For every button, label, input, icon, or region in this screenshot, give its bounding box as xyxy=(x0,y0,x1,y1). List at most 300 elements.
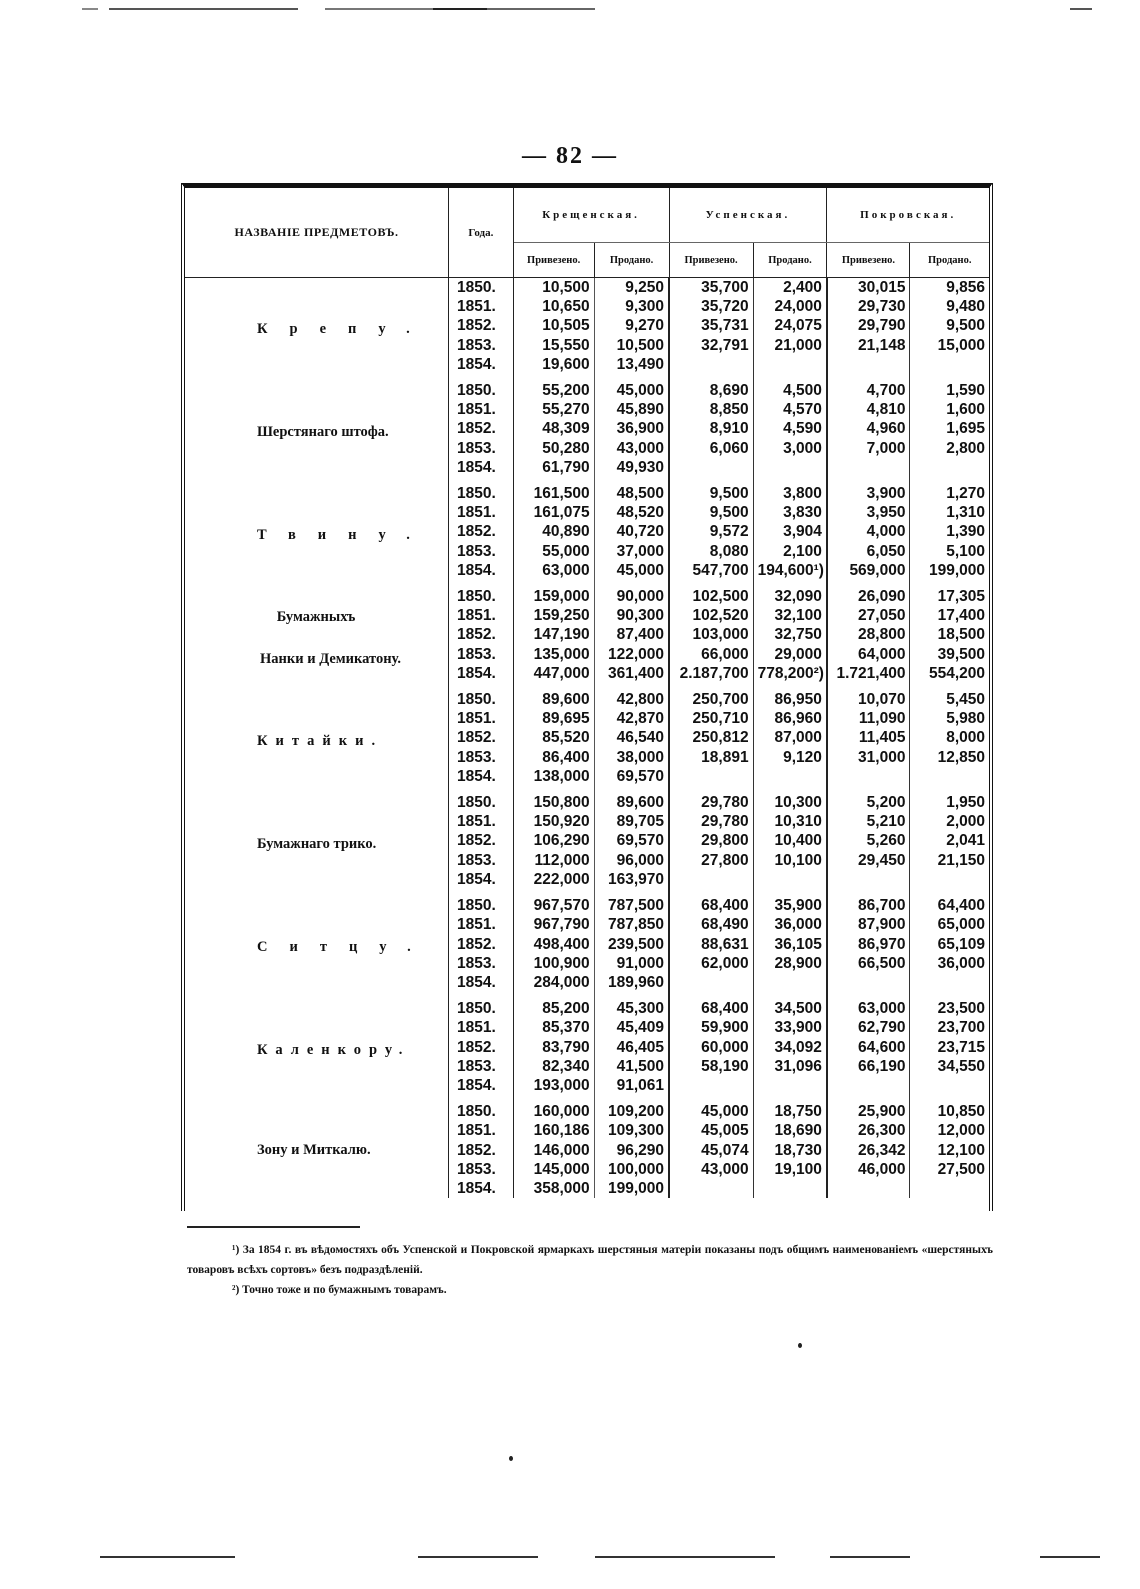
header-sold: Продано. xyxy=(910,243,989,278)
uspen-sold: 3,830 xyxy=(753,503,827,522)
kreshch-sold: 37,000 xyxy=(594,542,669,561)
year-cell: 1852. xyxy=(449,1141,514,1160)
header-sold: Продано. xyxy=(594,243,669,278)
uspen-sold: 24,000 xyxy=(753,297,827,316)
kreshch-sold: 42,870 xyxy=(594,709,669,728)
pokrov-brought: 5,210 xyxy=(827,812,910,831)
spacer-cell xyxy=(827,1095,910,1102)
pokrov-brought: 25,900 xyxy=(827,1102,910,1121)
uspen-brought: 102,520 xyxy=(669,606,753,625)
uspen-sold: 4,590 xyxy=(753,419,827,438)
item-name-label: Крепу. xyxy=(257,320,432,337)
year-cell: 1850. xyxy=(449,381,514,400)
pokrov-brought: 66,500 xyxy=(827,954,910,973)
pokrov-sold: 23,700 xyxy=(937,1019,985,1037)
spacer-cell xyxy=(827,786,910,793)
year-cell: 1853. xyxy=(449,851,514,870)
uspen-sold: 24,075 xyxy=(753,316,827,335)
kreshch-brought: 19,600 xyxy=(513,355,594,374)
uspen-sold: 10,400 xyxy=(753,831,827,850)
kreshch-sold: 90,000 xyxy=(594,587,669,606)
pokrov-brought xyxy=(827,1179,910,1198)
uspen-brought xyxy=(669,458,753,477)
kreshch-sold: 13,490 xyxy=(594,355,669,374)
kreshch-brought: 89,600 xyxy=(513,690,594,709)
kreshch-brought: 146,000 xyxy=(513,1141,594,1160)
kreshch-brought: 10,505 xyxy=(513,316,594,335)
item-name-label: Шерстянаго штофа. xyxy=(257,423,389,440)
spacer-cell xyxy=(449,477,514,484)
year-cell: 1853. xyxy=(449,1160,514,1179)
pokrov-brought: 31,000 xyxy=(827,748,910,767)
spacer-cell xyxy=(753,786,827,793)
uspen-sold: 34,500 xyxy=(753,999,827,1018)
pokrov-brought: 4,700 xyxy=(827,381,910,400)
kreshch-brought: 967,790 xyxy=(513,915,594,934)
year-cell: 1851. xyxy=(449,297,514,316)
uspen-sold: 10,310 xyxy=(753,812,827,831)
uspen-brought: 547,700 xyxy=(669,561,753,580)
spacer-cell xyxy=(449,374,514,381)
uspen-brought: 29,780 xyxy=(669,812,753,831)
uspen-brought: 8,850 xyxy=(669,400,753,419)
uspen-brought: 27,800 xyxy=(669,851,753,870)
spacer-cell xyxy=(753,374,827,381)
item-name-label: Китайки. xyxy=(257,732,384,749)
kreshch-sold: 45,890 xyxy=(594,400,669,419)
pokrov-brought xyxy=(827,458,910,477)
pokrov-brought: 3,900 xyxy=(827,484,910,503)
kreshch-brought: 10,650 xyxy=(513,297,594,316)
year-cell: 1854. xyxy=(449,1179,514,1198)
year-cell: 1851. xyxy=(449,915,514,934)
spacer-cell xyxy=(753,477,827,484)
pokrov-sold: 554,200 xyxy=(928,664,985,682)
kreshch-brought: 222,000 xyxy=(513,870,594,889)
pokrov-sold: 17,400 xyxy=(937,607,985,625)
kreshch-brought: 447,000 xyxy=(513,664,594,683)
scan-artifact-bottom xyxy=(1040,1556,1100,1558)
uspen-sold: 3,904 xyxy=(753,522,827,541)
pokrov-sold: 9,856 xyxy=(946,279,985,296)
pokrov-sold xyxy=(910,767,989,786)
pokrov-sold: 18,500 xyxy=(937,626,985,644)
pokrov-brought: 46,000 xyxy=(827,1160,910,1179)
pokrov-sold: 36,000 xyxy=(937,954,985,972)
pokrov-sold xyxy=(910,458,989,477)
spacer-cell xyxy=(449,580,514,587)
spacer-cell xyxy=(513,683,594,690)
uspen-brought: 88,631 xyxy=(669,935,753,954)
spacer-cell xyxy=(513,786,594,793)
kreshch-brought: 498,400 xyxy=(513,935,594,954)
year-cell: 1850. xyxy=(449,896,514,915)
year-cell: 1852. xyxy=(449,728,514,747)
kreshch-brought: 100,900 xyxy=(513,954,594,973)
pokrov-brought: 6,050 xyxy=(827,542,910,561)
uspen-sold: 194,600¹) xyxy=(753,561,827,580)
uspen-sold: 33,900 xyxy=(753,1018,827,1037)
pokrov-sold: 64,400 xyxy=(937,897,985,915)
item-name-line-1: Бумажныхъ xyxy=(276,609,356,626)
pokrov-sold: 65,109 xyxy=(937,935,985,953)
kreshch-sold: 9,300 xyxy=(594,297,669,316)
kreshch-brought: 159,250 xyxy=(513,606,594,625)
table-row xyxy=(185,690,989,709)
spacer-cell xyxy=(513,580,594,587)
uspen-brought xyxy=(669,1076,753,1095)
uspen-brought: 45,000 xyxy=(669,1102,753,1121)
year-cell: 1851. xyxy=(449,400,514,419)
pokrov-sold: 12,000 xyxy=(937,1122,985,1140)
uspen-brought: 68,400 xyxy=(669,896,753,915)
uspen-sold: 18,690 xyxy=(753,1121,827,1140)
uspen-sold xyxy=(753,973,827,992)
pokrov-brought: 30,015 xyxy=(827,278,910,298)
kreshch-brought: 106,290 xyxy=(513,831,594,850)
scan-artifact-bottom xyxy=(595,1556,775,1558)
kreshch-brought: 358,000 xyxy=(513,1179,594,1198)
year-cell: 1854. xyxy=(449,664,514,683)
spacer-cell xyxy=(753,1095,827,1102)
header-brought: Привезено. xyxy=(669,243,753,278)
spacer-cell xyxy=(449,786,514,793)
pokrov-sold: 1,590 xyxy=(946,382,985,400)
spacer-cell xyxy=(910,477,989,484)
pokrov-brought: 62,790 xyxy=(827,1018,910,1037)
spacer-cell xyxy=(513,374,594,381)
uspen-sold: 18,750 xyxy=(753,1102,827,1121)
table-row xyxy=(185,896,989,915)
spacer-cell xyxy=(449,889,514,896)
uspen-sold: 36,105 xyxy=(753,935,827,954)
kreshch-sold: 49,930 xyxy=(594,458,669,477)
kreshch-sold: 199,000 xyxy=(594,1179,669,1198)
kreshch-sold: 189,960 xyxy=(594,973,669,992)
spacer-cell xyxy=(910,992,989,999)
footnotes xyxy=(187,1240,993,1300)
pokrov-brought: 66,190 xyxy=(827,1057,910,1076)
pokrov-brought: 7,000 xyxy=(827,439,910,458)
pokrov-sold: 1,270 xyxy=(946,485,985,503)
kreshch-brought: 48,309 xyxy=(513,419,594,438)
table-row xyxy=(185,999,989,1018)
scan-artifact-top xyxy=(55,8,595,10)
kreshch-sold: 787,850 xyxy=(594,915,669,934)
spacer-cell xyxy=(910,1095,989,1102)
pokrov-brought: 4,960 xyxy=(827,419,910,438)
kreshch-sold: 69,570 xyxy=(594,767,669,786)
pokrov-sold: 2,800 xyxy=(946,439,985,457)
pokrov-brought xyxy=(827,767,910,786)
uspen-sold: 36,000 xyxy=(753,915,827,934)
spacer-cell xyxy=(449,1095,514,1102)
spacer-cell xyxy=(594,786,669,793)
year-cell: 1850. xyxy=(449,690,514,709)
uspen-sold: 3,800 xyxy=(753,484,827,503)
fair-trade-table xyxy=(181,183,993,1211)
pokrov-sold: 23,715 xyxy=(937,1038,985,1056)
pokrov-brought: 26,090 xyxy=(827,587,910,606)
kreshch-sold: 122,000 xyxy=(594,645,669,664)
uspen-brought: 35,720 xyxy=(669,297,753,316)
uspen-sold: 21,000 xyxy=(753,336,827,355)
uspen-sold: 32,090 xyxy=(753,587,827,606)
kreshch-brought: 61,790 xyxy=(513,458,594,477)
kreshch-sold: 42,800 xyxy=(594,690,669,709)
kreshch-brought: 40,890 xyxy=(513,522,594,541)
item-name-label: Ситцу. xyxy=(257,939,433,955)
year-cell: 1850. xyxy=(449,999,514,1018)
uspen-sold: 778,200²) xyxy=(753,664,827,683)
kreshch-brought: 89,695 xyxy=(513,709,594,728)
pokrov-sold: 10,850 xyxy=(937,1103,985,1121)
uspen-brought: 62,000 xyxy=(669,954,753,973)
kreshch-brought: 160,000 xyxy=(513,1102,594,1121)
uspen-brought: 9,572 xyxy=(669,522,753,541)
header-fair-uspenskaya: Успенская. xyxy=(669,188,827,243)
uspen-sold: 87,000 xyxy=(753,728,827,747)
spacer-cell xyxy=(449,683,514,690)
header-fair-kreshchenskaya: Крещенская. xyxy=(513,188,669,243)
pokrov-sold: 8,000 xyxy=(946,729,985,747)
table-body xyxy=(185,278,989,1199)
pokrov-sold xyxy=(910,1179,989,1198)
year-cell: 1854. xyxy=(449,870,514,889)
kreshch-sold: 48,500 xyxy=(594,484,669,503)
uspen-brought: 68,490 xyxy=(669,915,753,934)
kreshch-brought: 82,340 xyxy=(513,1057,594,1076)
pokrov-sold: 12,100 xyxy=(937,1141,985,1159)
uspen-sold: 29,000 xyxy=(753,645,827,664)
year-cell: 1854. xyxy=(449,355,514,374)
item-name-label: Твину. xyxy=(257,526,432,543)
kreshch-brought: 83,790 xyxy=(513,1038,594,1057)
pokrov-brought: 87,900 xyxy=(827,915,910,934)
uspen-sold: 3,000 xyxy=(753,439,827,458)
kreshch-brought: 85,520 xyxy=(513,728,594,747)
kreshch-brought: 15,550 xyxy=(513,336,594,355)
uspen-sold: 4,570 xyxy=(753,400,827,419)
year-cell: 1853. xyxy=(449,954,514,973)
year-cell: 1852. xyxy=(449,316,514,335)
header-brought: Привезено. xyxy=(827,243,910,278)
table-row xyxy=(185,587,989,606)
year-cell: 1854. xyxy=(449,458,514,477)
uspen-brought xyxy=(669,1179,753,1198)
scan-artifact-top-right xyxy=(1070,8,1092,10)
year-cell: 1852. xyxy=(449,935,514,954)
item-name xyxy=(185,587,449,690)
pokrov-sold xyxy=(910,1076,989,1095)
uspen-brought xyxy=(669,767,753,786)
spacer-cell xyxy=(594,889,669,896)
pokrov-sold: 15,000 xyxy=(937,336,985,354)
uspen-brought: 35,731 xyxy=(669,316,753,335)
spacer-cell xyxy=(513,1095,594,1102)
spacer-cell xyxy=(594,1095,669,1102)
kreshch-sold: 43,000 xyxy=(594,439,669,458)
uspen-brought xyxy=(669,355,753,374)
kreshch-sold: 239,500 xyxy=(594,935,669,954)
spacer-cell xyxy=(669,580,753,587)
page-number: — 82 — xyxy=(522,143,618,169)
kreshch-sold: 38,000 xyxy=(594,748,669,767)
scan-speck xyxy=(798,1343,802,1348)
spacer-cell xyxy=(910,683,989,690)
uspen-brought: 102,500 xyxy=(669,587,753,606)
kreshch-sold: 787,500 xyxy=(594,896,669,915)
kreshch-brought: 50,280 xyxy=(513,439,594,458)
year-cell: 1853. xyxy=(449,439,514,458)
pokrov-brought: 21,148 xyxy=(827,336,910,355)
kreshch-brought: 112,000 xyxy=(513,851,594,870)
kreshch-brought: 86,400 xyxy=(513,748,594,767)
uspen-brought: 68,400 xyxy=(669,999,753,1018)
kreshch-sold: 46,405 xyxy=(594,1038,669,1057)
uspen-brought: 29,780 xyxy=(669,793,753,812)
kreshch-sold: 96,290 xyxy=(594,1141,669,1160)
pokrov-sold xyxy=(910,355,989,374)
uspen-brought: 250,812 xyxy=(669,728,753,747)
kreshch-sold: 40,720 xyxy=(594,522,669,541)
year-cell: 1851. xyxy=(449,1018,514,1037)
kreshch-sold: 9,250 xyxy=(594,278,669,298)
pokrov-sold: 5,980 xyxy=(946,710,985,728)
uspen-brought: 8,690 xyxy=(669,381,753,400)
spacer-cell xyxy=(594,683,669,690)
uspen-brought: 32,791 xyxy=(669,336,753,355)
uspen-sold: 86,950 xyxy=(753,690,827,709)
pokrov-brought: 64,000 xyxy=(827,645,910,664)
pokrov-brought: 5,200 xyxy=(827,793,910,812)
pokrov-brought: 27,050 xyxy=(827,606,910,625)
pokrov-brought: 86,700 xyxy=(827,896,910,915)
pokrov-sold: 1,600 xyxy=(946,401,985,419)
pokrov-brought: 26,300 xyxy=(827,1121,910,1140)
item-name xyxy=(185,484,449,587)
uspen-sold: 2,100 xyxy=(753,542,827,561)
kreshch-brought: 55,270 xyxy=(513,400,594,419)
kreshch-sold: 100,000 xyxy=(594,1160,669,1179)
pokrov-sold: 9,500 xyxy=(946,317,985,335)
year-cell: 1854. xyxy=(449,1076,514,1095)
kreshch-sold: 96,000 xyxy=(594,851,669,870)
spacer-cell xyxy=(669,477,753,484)
kreshch-sold: 91,061 xyxy=(594,1076,669,1095)
uspen-brought: 8,080 xyxy=(669,542,753,561)
uspen-brought: 8,910 xyxy=(669,419,753,438)
kreshch-brought: 967,570 xyxy=(513,896,594,915)
uspen-brought: 250,710 xyxy=(669,709,753,728)
kreshch-brought: 150,920 xyxy=(513,812,594,831)
pokrov-brought: 29,450 xyxy=(827,851,910,870)
spacer-cell xyxy=(513,992,594,999)
scan-artifact-bottom xyxy=(418,1556,538,1558)
kreshch-brought: 150,800 xyxy=(513,793,594,812)
year-cell: 1854. xyxy=(449,561,514,580)
uspen-brought: 18,891 xyxy=(669,748,753,767)
spacer-cell xyxy=(827,374,910,381)
uspen-brought: 29,800 xyxy=(669,831,753,850)
item-name-label: Зону и Миткалю. xyxy=(257,1141,371,1158)
year-cell: 1854. xyxy=(449,973,514,992)
kreshch-sold: 109,200 xyxy=(594,1102,669,1121)
pokrov-brought: 29,730 xyxy=(827,297,910,316)
year-cell: 1852. xyxy=(449,419,514,438)
pokrov-sold: 1,695 xyxy=(946,420,985,438)
uspen-sold: 28,900 xyxy=(753,954,827,973)
year-cell: 1852. xyxy=(449,625,514,644)
table-row xyxy=(185,278,989,298)
pokrov-brought xyxy=(827,1076,910,1095)
uspen-sold: 10,300 xyxy=(753,793,827,812)
spacer-cell xyxy=(827,889,910,896)
pokrov-sold: 1,950 xyxy=(946,794,985,812)
spacer-cell xyxy=(669,1095,753,1102)
uspen-brought: 66,000 xyxy=(669,645,753,664)
kreshch-brought: 135,000 xyxy=(513,645,594,664)
pokrov-sold: 39,500 xyxy=(937,645,985,663)
uspen-brought: 103,000 xyxy=(669,625,753,644)
spacer-cell xyxy=(753,683,827,690)
pokrov-brought: 11,405 xyxy=(827,728,910,747)
spacer-cell xyxy=(513,477,594,484)
uspen-brought: 60,000 xyxy=(669,1038,753,1057)
pokrov-sold: 5,450 xyxy=(946,691,985,709)
pokrov-brought: 1.721,400 xyxy=(827,664,910,683)
pokrov-sold: 23,500 xyxy=(937,1000,985,1018)
spacer-cell xyxy=(449,992,514,999)
pokrov-sold: 17,305 xyxy=(937,588,985,606)
uspen-sold: 86,960 xyxy=(753,709,827,728)
spacer-cell xyxy=(513,889,594,896)
header-fair-pokrovskaya: Покровская. xyxy=(827,188,989,243)
kreshch-sold: 36,900 xyxy=(594,419,669,438)
footnote-1: ¹) За 1854 г. въ вѣдомостяхъ объ Успенской и Покровской ярмаркахъ шерстяныя матеріи показаны подъ общимъ наименованіемъ «шерстяныхъ товаровъ всѣхъ сортовъ» безъ подраздѣленій. xyxy=(187,1244,993,1276)
year-cell: 1850. xyxy=(449,587,514,606)
spacer-cell xyxy=(753,889,827,896)
uspen-sold: 31,096 xyxy=(753,1057,827,1076)
pokrov-brought: 26,342 xyxy=(827,1141,910,1160)
kreshch-sold: 45,409 xyxy=(594,1018,669,1037)
year-cell: 1850. xyxy=(449,793,514,812)
pokrov-sold: 2,041 xyxy=(946,832,985,850)
uspen-brought: 2.187,700 xyxy=(669,664,753,683)
kreshch-sold: 45,000 xyxy=(594,381,669,400)
pokrov-brought: 569,000 xyxy=(827,561,910,580)
uspen-brought: 58,190 xyxy=(669,1057,753,1076)
item-name-label: Бумажнаго трико. xyxy=(257,835,377,852)
year-cell: 1851. xyxy=(449,812,514,831)
uspen-brought: 45,074 xyxy=(669,1141,753,1160)
table-row xyxy=(185,793,989,812)
spacer-cell xyxy=(594,374,669,381)
data-table xyxy=(185,188,989,1198)
year-cell: 1852. xyxy=(449,1038,514,1057)
item-name xyxy=(185,793,449,896)
kreshch-brought: 85,370 xyxy=(513,1018,594,1037)
kreshch-brought: 138,000 xyxy=(513,767,594,786)
year-cell: 1850. xyxy=(449,278,514,298)
spacer-cell xyxy=(669,374,753,381)
pokrov-brought: 3,950 xyxy=(827,503,910,522)
year-cell: 1852. xyxy=(449,522,514,541)
uspen-brought xyxy=(669,973,753,992)
kreshch-brought: 55,000 xyxy=(513,542,594,561)
year-cell: 1853. xyxy=(449,748,514,767)
spacer-cell xyxy=(753,580,827,587)
